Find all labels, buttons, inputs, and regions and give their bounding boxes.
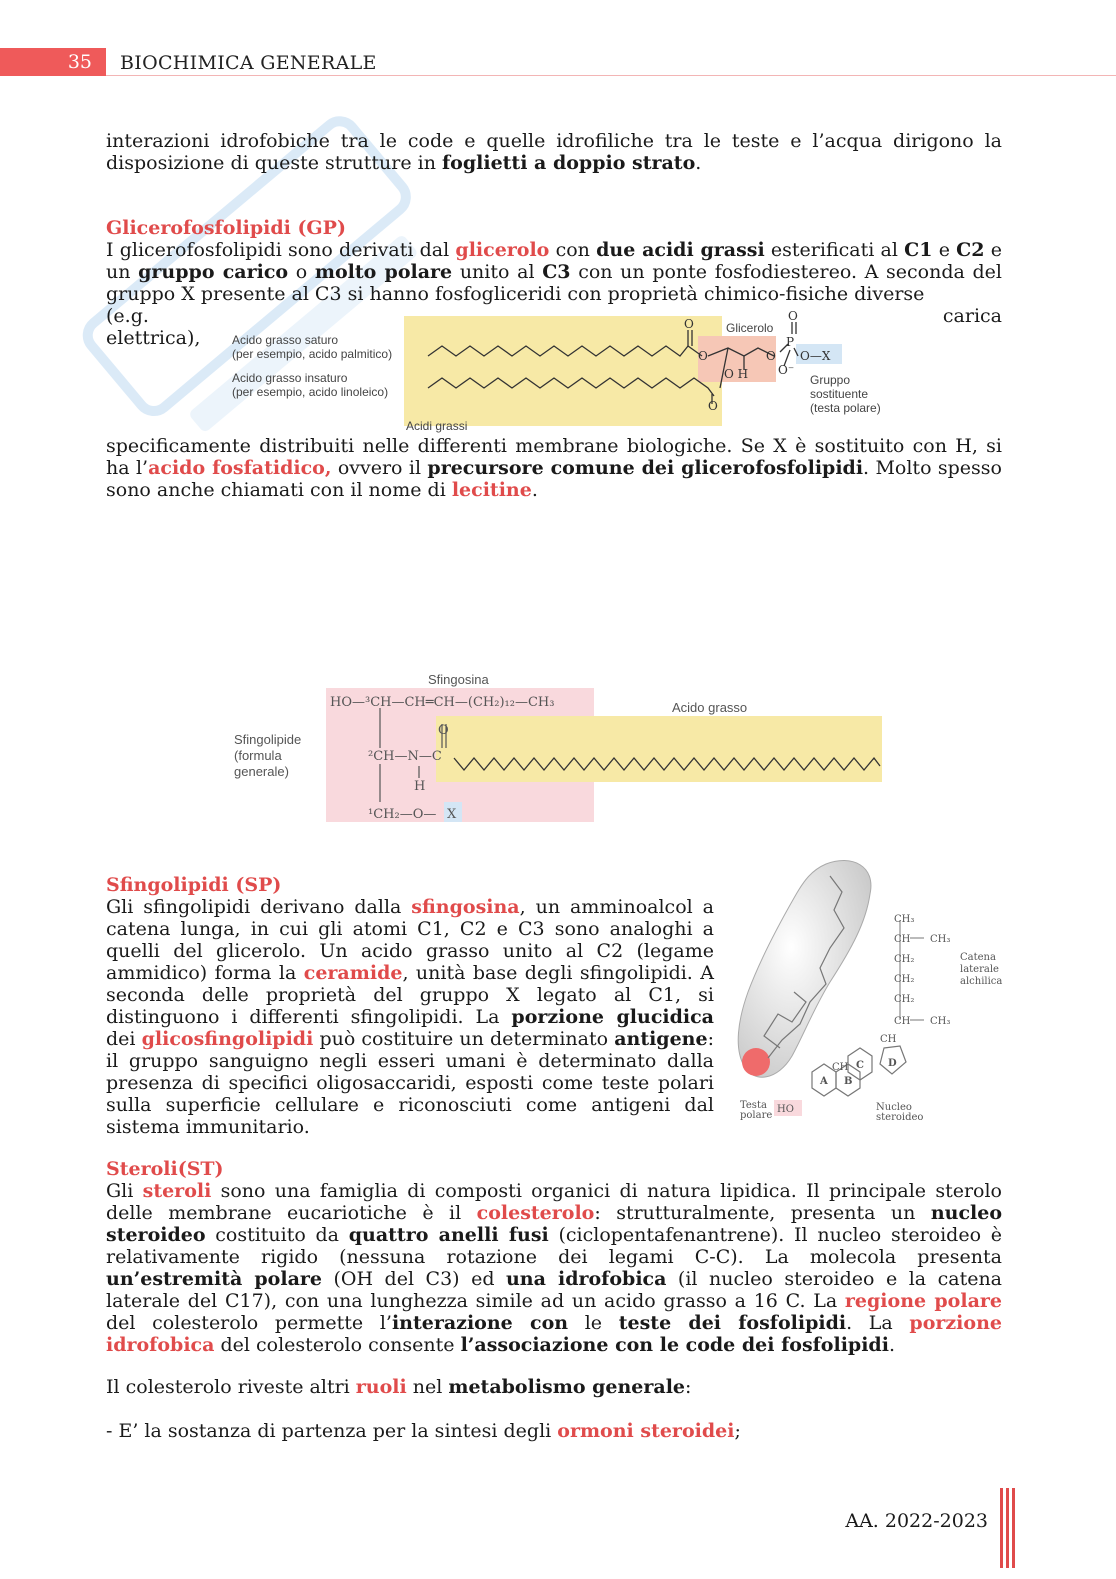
atom-o-phosphate: O: [788, 309, 798, 323]
sphingosine-row: HO—³CH—CH═CH—(CH₂)₁₂—CH₃: [330, 695, 555, 710]
glycerophospholipid-figure: [228, 308, 908, 436]
label-testa-polare: (testa polare): [810, 401, 881, 415]
label-insaturo-ex: (per esempio, acido linoleico): [232, 385, 389, 399]
label-ch-20: CH: [894, 934, 911, 945]
label-catena: Catena: [960, 952, 996, 963]
atom-o: O: [438, 723, 449, 738]
label-generale: generale): [234, 764, 289, 779]
gp-elettrica: elettrica),: [106, 327, 201, 349]
label-ch2-23: CH₂: [894, 974, 915, 985]
label-sfingosina: Sfingosina: [428, 672, 489, 687]
label-glicerolo: Glicerolo: [726, 321, 774, 335]
ring-label-d: D: [888, 1058, 897, 1069]
st-paragraph: Gli steroli sono una famiglia di composti organici di natura lipidica. Il principale sterolo delle membrane eucariotiche è il colesterolo: strutturalmente, presenta un nucleo steroideo costituito da quattro anelli fusi (ciclopentafenantrene). Il nucleo steroideo è relativamente rigido (nessuna rotazione dei legami C-C). La molecola presenta un’estremità polare (OH del C3) ed una idrofobica (il nucleo steroideo e la catena laterale del C17), con una lunghezza simile ad un acido grasso a 16 C. La regione polare del colesterolo permette l’interazione con le teste dei fosfolipidi. La porzione idrofobica del colesterolo consente l’associazione con le code dei fosfolipidi.: [106, 1180, 1003, 1356]
running-title: BIOCHIMICA GENERALE: [120, 52, 377, 74]
label-ch2-24: CH₂: [894, 994, 915, 1005]
intro-paragraph: interazioni idrofobiche tra le code e quelle idrofiliche tra le teste e l’acqua dirigono la disposizione di queste strutture in foglietti a doppio strato.: [106, 130, 1002, 174]
bullet-item-ormoni: - E’ la sostanza di partenza per la sintesi degli ormoni steroidei;: [106, 1420, 741, 1442]
label-saturo-ex: (per esempio, acido palmitico): [232, 347, 393, 361]
gp-paragraph-1: I glicerofosfolipidi sono derivati dal glicerolo con due acidi grassi esterificati al C1 e C2 e un gruppo carico o molto polare unito al C3 con un ponte fosfodiestereo. A seconda del gruppo X presente al C3 si hanno fosfogliceridi con proprietà chimico-fisiche diverse: [106, 239, 1002, 305]
gp-eg: (e.g.: [106, 305, 149, 327]
amide-row: ²CH—N—C: [368, 749, 442, 764]
heading-glicerofosfolipidi: Glicerofosfolipidi (GP): [106, 217, 346, 239]
gp-carica: carica: [942, 305, 1002, 327]
fatty-acids-box: [404, 316, 722, 426]
cholesterol-figure: [734, 852, 1006, 1128]
label-ch-17: CH: [880, 1034, 897, 1045]
header-divider: [106, 75, 1116, 76]
label-formula: (formula: [234, 748, 282, 763]
label-polare: polare: [740, 1110, 773, 1121]
sp-paragraph: Gli sfingolipidi derivano dalla sfingosina, un amminoalcol a catena lunga, in cui gli atomi C1, C2 e C3 sono analoghi a quelli del glicerolo. Un acido grasso unito al C2 (legame ammidico) forma la ceramide, unità base degli sfingolipidi. A seconda delle proprietà del gruppo X legato al C1, si distinguono i differenti sfingolipidi. La porzione glucidica dei glicosfingolipidi può costituire un determinato antigene: il gruppo sanguigno negli esseri umani è determinato dalla presenza di specifici oligosaccaridi, esposti come teste polari sulla superficie cellulare e riconosciuti come antigeni dal sistema immunitario.: [106, 896, 714, 1138]
atom-x: X: [447, 807, 457, 822]
label-alchilica: alchilica: [960, 976, 1003, 987]
label-ch3-21: CH₃: [930, 934, 951, 945]
space-filling-model: [738, 861, 871, 1078]
atom-o-minus: O⁻: [778, 363, 795, 377]
atom-h: H: [414, 779, 426, 794]
label-ho: HO: [777, 1104, 794, 1115]
footer-year: AA. 2022-2023: [845, 1510, 988, 1532]
label-laterale: laterale: [960, 964, 999, 975]
label-ch-10: CH: [832, 1062, 849, 1073]
c1-row: ¹CH₂—O—: [368, 807, 437, 822]
atom-o-ester-1: O: [698, 349, 708, 363]
heading-steroli: Steroli(ST): [106, 1158, 224, 1180]
label-ch3-26: CH₃: [930, 1016, 951, 1027]
gp-paragraph-2: specificamente distribuiti nelle differenti membrane biologiche. Se X è sostituito con H, si ha l’acido fosfatidico, ovvero il precursore comune dei glicerofosfolipidi. Molto spesso sono anche chiamati con il nome di lecitine.: [106, 435, 1002, 501]
atom-o-x: O—X: [800, 349, 831, 363]
atom-oh: O H: [724, 367, 749, 381]
fatty-acid-box: [436, 716, 882, 782]
ring-label-c: C: [856, 1060, 864, 1071]
label-nucleo: Nucleo: [876, 1102, 912, 1113]
ring-label-a: A: [820, 1076, 828, 1087]
roles-paragraph: Il colesterolo riveste altri ruoli nel metabolismo generale:: [106, 1376, 692, 1398]
page-number: 35: [0, 48, 106, 76]
atom-o-carbonyl-1: O: [684, 317, 694, 331]
label-acido-grasso: Acido grasso: [672, 700, 748, 715]
label-ch3-top: CH₃: [894, 914, 915, 925]
label-steroideo: steroideo: [876, 1112, 924, 1123]
atom-o-carbonyl-2: O: [708, 399, 718, 413]
polar-head-oxygen: [742, 1048, 770, 1076]
sphingolipid-figure: [228, 668, 888, 828]
label-acidi-grassi: Acidi grassi: [406, 419, 468, 433]
label-saturo: Acido grasso saturo: [232, 333, 339, 347]
ring-label-b: B: [844, 1076, 853, 1087]
atom-p: P: [786, 335, 795, 349]
label-gruppo: Gruppo: [810, 373, 851, 387]
label-insaturo: Acido grasso insaturo: [232, 371, 348, 385]
heading-sfingolipidi: Sfingolipidi (SP): [106, 874, 282, 896]
label-sfingolipide: Sfingolipide: [234, 732, 302, 747]
label-ch2-22: CH₂: [894, 954, 915, 965]
label-sostituente: sostituente: [810, 387, 869, 401]
label-testa: Testa: [740, 1100, 767, 1111]
atom-o-ester-2: O: [766, 349, 776, 363]
label-ch-25: CH: [894, 1016, 911, 1027]
